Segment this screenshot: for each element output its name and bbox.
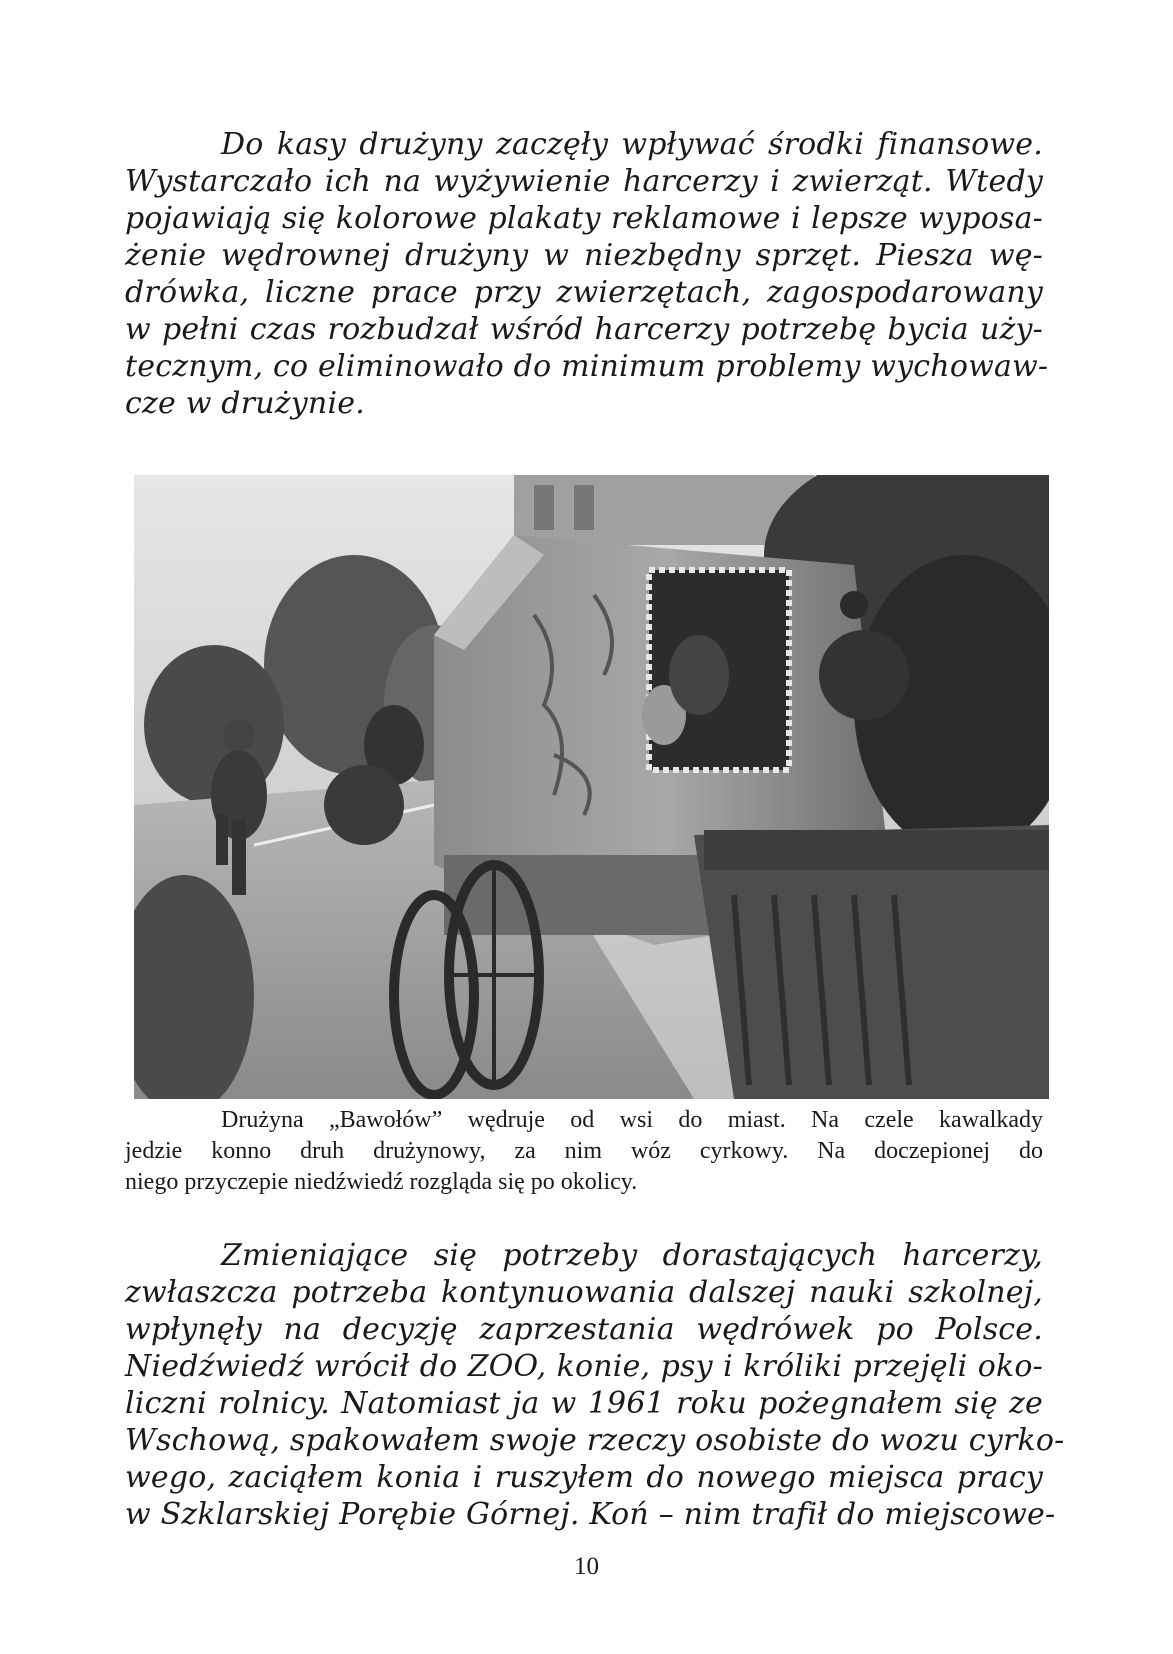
text-line: w pełni czas rozbudzał wśród harcerzy potrzebę bycia uży- — [125, 312, 1043, 347]
circus-wagon-photo — [134, 475, 1049, 1099]
text-line: zwłaszcza potrzeba kontynuowania dalszej nauki szkolnej, — [125, 1275, 1043, 1310]
photo-caption — [125, 1105, 1043, 1198]
text-line: wpłynęły na decyzję zaprzestania wędrówek po Polsce. — [125, 1312, 1043, 1347]
text-line: cze w drużynie. — [125, 386, 365, 421]
text-line: tecznym, co eliminowało do minimum problemy wychowaw- — [125, 349, 1049, 384]
paragraph-1 — [125, 126, 1049, 422]
text-line: pojawiają się kolorowe plakaty reklamowe i lepsze wyposa- — [125, 201, 1043, 236]
caption-line: Drużyna „Bawołów” wędruje od wsi do miast. Na czele kawalkady — [221, 1107, 1043, 1133]
text-line: w Szklarskiej Porębie Górnej. Koń – nim trafił do miejscowe- — [125, 1497, 1056, 1532]
caption-line: niego przyczepie niedźwiedź rozgląda się po okolicy. — [125, 1169, 638, 1195]
page-number: 10 — [574, 1553, 599, 1580]
text-line: Zmieniające się potrzeby dorastających harcerzy, — [221, 1238, 1043, 1273]
text-line: liczni rolnicy. Natomiast ja w 1961 roku pożegnałem się ze — [125, 1386, 1043, 1421]
caption-line: jedzie konno druh drużynowy, za nim wóz cyrkowy. Na doczepionej do — [125, 1138, 1043, 1164]
text-line: wego, zaciąłem konia i ruszyłem do nowego miejsca pracy — [125, 1460, 1043, 1495]
text-line: drówka, liczne prace przy zwierzętach, zagospodarowany — [125, 275, 1043, 310]
paragraph-2 — [125, 1237, 1065, 1533]
text-line: Do kasy drużyny zaczęły wpływać środki finansowe. — [221, 127, 1043, 162]
text-line: Wystarczało ich na wyżywienie harcerzy i zwierząt. Wtedy — [125, 164, 1043, 199]
text-line: Wschową, spakowałem swoje rzeczy osobiste do wozu cyrko- — [125, 1423, 1065, 1458]
text-line: żenie wędrownej drużyny w niezbędny sprzęt. Piesza wę- — [125, 238, 1043, 273]
photo-illustration — [134, 475, 1049, 1099]
text-line: Niedźwiedź wrócił do ZOO, konie, psy i króliki przejęli oko- — [125, 1349, 1043, 1384]
